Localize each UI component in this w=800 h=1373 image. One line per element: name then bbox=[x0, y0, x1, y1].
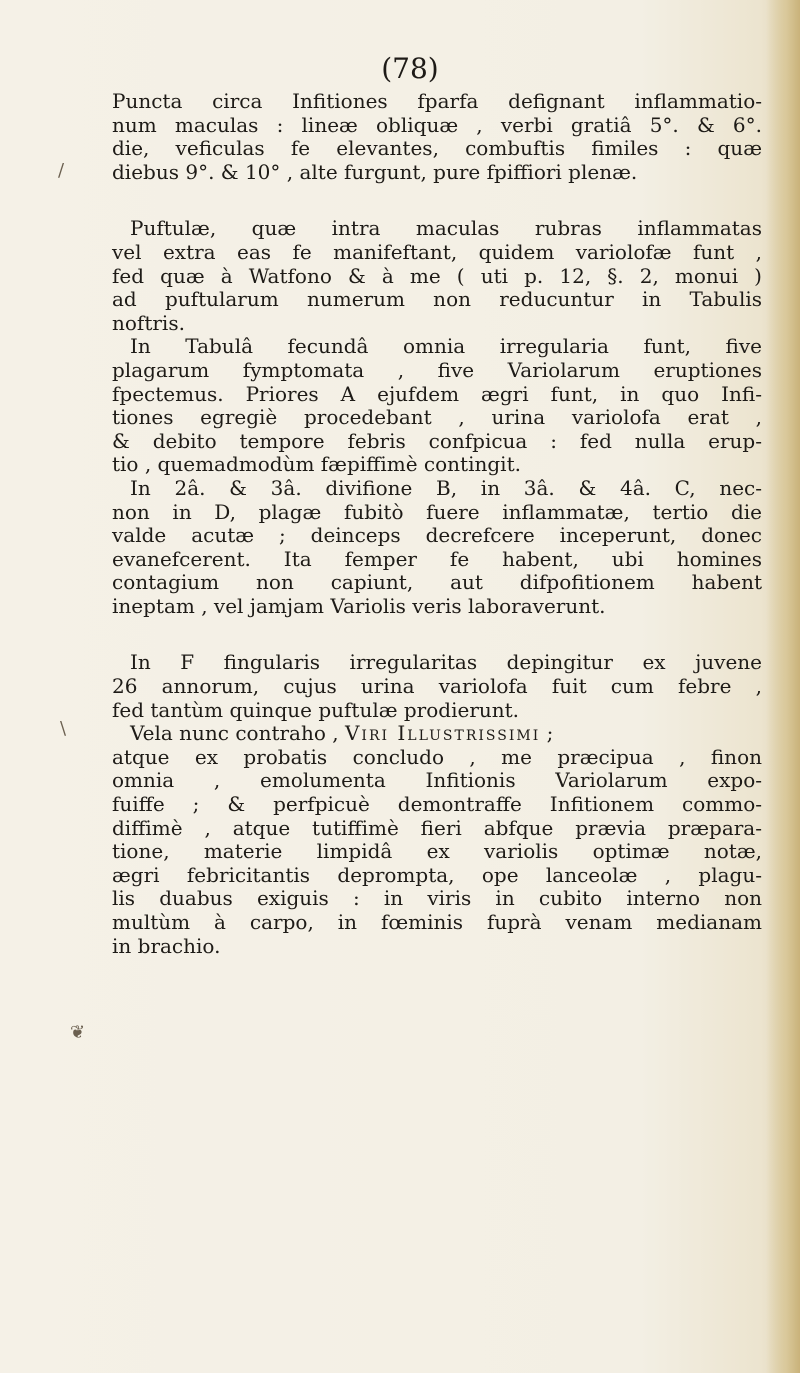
text-line: tio , quemadmodùm fæpiffimè contingit. bbox=[112, 452, 521, 477]
text-line: fed quæ à Watfono & à me ( uti p. 12, §. 2, monui ) bbox=[112, 263, 762, 288]
paragraph-6 bbox=[112, 722, 762, 958]
paragraph-2 bbox=[112, 217, 762, 335]
text-line: fpectemus. Priores A ejufdem ægri funt, in quo Infi- bbox=[112, 381, 762, 406]
text-line: diffimè , atque tutiffimè fieri abfque prævia præpara- bbox=[112, 815, 762, 840]
margin-stroke-mark: \ bbox=[60, 718, 67, 739]
margin-stroke-mark: / bbox=[58, 160, 65, 181]
text-line: tiones egregiè procedebant , urina variolofa erat , bbox=[112, 405, 762, 430]
text-line: In 2â. & 3â. divifione B, in 3â. & 4â. C, nec- bbox=[130, 475, 762, 500]
text-line: fed tantùm quinque puftulæ prodierunt. bbox=[112, 697, 520, 722]
margin-fleuron-mark: ❦ bbox=[70, 1022, 86, 1043]
text-line: diebus 9°. & 10° , alte furgunt, pure fpiffiori plenæ. bbox=[112, 159, 638, 184]
small-caps-phrase: Viri Illustrissimi bbox=[344, 721, 541, 746]
text-line: & debito tempore febris confpicua : fed nulla erup- bbox=[112, 428, 762, 453]
paragraph-1 bbox=[112, 90, 762, 184]
text-line: noftris. bbox=[112, 310, 185, 335]
text-line: num maculas : lineæ obliquæ , verbi gratiâ 5°. & 6°. bbox=[112, 112, 762, 137]
text-line: ineptam , vel jamjam Variolis veris laboraverunt. bbox=[112, 593, 606, 618]
body-text bbox=[112, 90, 762, 958]
text-line: In F fingularis irregularitas depingitur ex juvene bbox=[130, 650, 762, 675]
text-line: In Tabulâ fecundâ omnia irregularia funt, five bbox=[130, 334, 762, 359]
text-line: ægri febricitantis deprompta, ope lanceolæ , plagu- bbox=[112, 862, 762, 887]
paragraph-3 bbox=[112, 335, 762, 477]
text-line: Puncta circa Infitiones fparfa defignant inflammatio- bbox=[112, 89, 762, 113]
text-line: plagarum fymptomata , five Variolarum eruptiones bbox=[112, 357, 762, 382]
text-line: multùm à carpo, in fœminis fuprà venam medianam bbox=[112, 910, 762, 934]
text-line: omnia , emolumenta Infitionis Variolarum expo- bbox=[112, 768, 762, 793]
text-line: Puftulæ, quæ intra maculas rubras inflammatas bbox=[130, 216, 762, 241]
text-line: tione, materie limpidâ ex variolis optimæ notæ, bbox=[112, 839, 762, 864]
text-line: valde acutæ ; deinceps decrefcere inceperunt, donec bbox=[112, 523, 762, 548]
text-line: evanefcerent. Ita femper fe habent, ubi homines bbox=[112, 546, 762, 571]
text-line: non in D, plagæ fubitò fuere inflammatæ, tertio die bbox=[112, 499, 762, 524]
text-line: atque ex probatis concludo , me præcipua , finon bbox=[112, 744, 762, 769]
text-line: die, veficulas fe elevantes, combuftis fimiles : quæ bbox=[112, 136, 762, 161]
text-line: ad puftularum numerum non reducuntur in Tabulis bbox=[112, 287, 762, 312]
page-number: (78) bbox=[381, 52, 439, 85]
paragraph-5 bbox=[112, 651, 762, 722]
page-edge-shadow bbox=[766, 0, 800, 1373]
text-line: in brachio. bbox=[112, 933, 221, 958]
text-line: Vela nunc contraho , Viri Illustrissimi ; bbox=[130, 721, 554, 746]
text-line: 26 annorum, cujus urina variolofa fuit cum febre , bbox=[112, 674, 762, 699]
text-line: vel extra eas fe manifeftant, quidem variolofæ funt , bbox=[112, 239, 762, 264]
text-line: contagium non capiunt, aut difpofitionem habent bbox=[112, 570, 762, 595]
text-line: lis duabus exiguis : in viris in cubito interno non bbox=[112, 886, 762, 911]
text-line: fuiffe ; & perfpicuè demontraffe Infitionem commo- bbox=[112, 792, 762, 817]
paragraph-4 bbox=[112, 477, 762, 619]
